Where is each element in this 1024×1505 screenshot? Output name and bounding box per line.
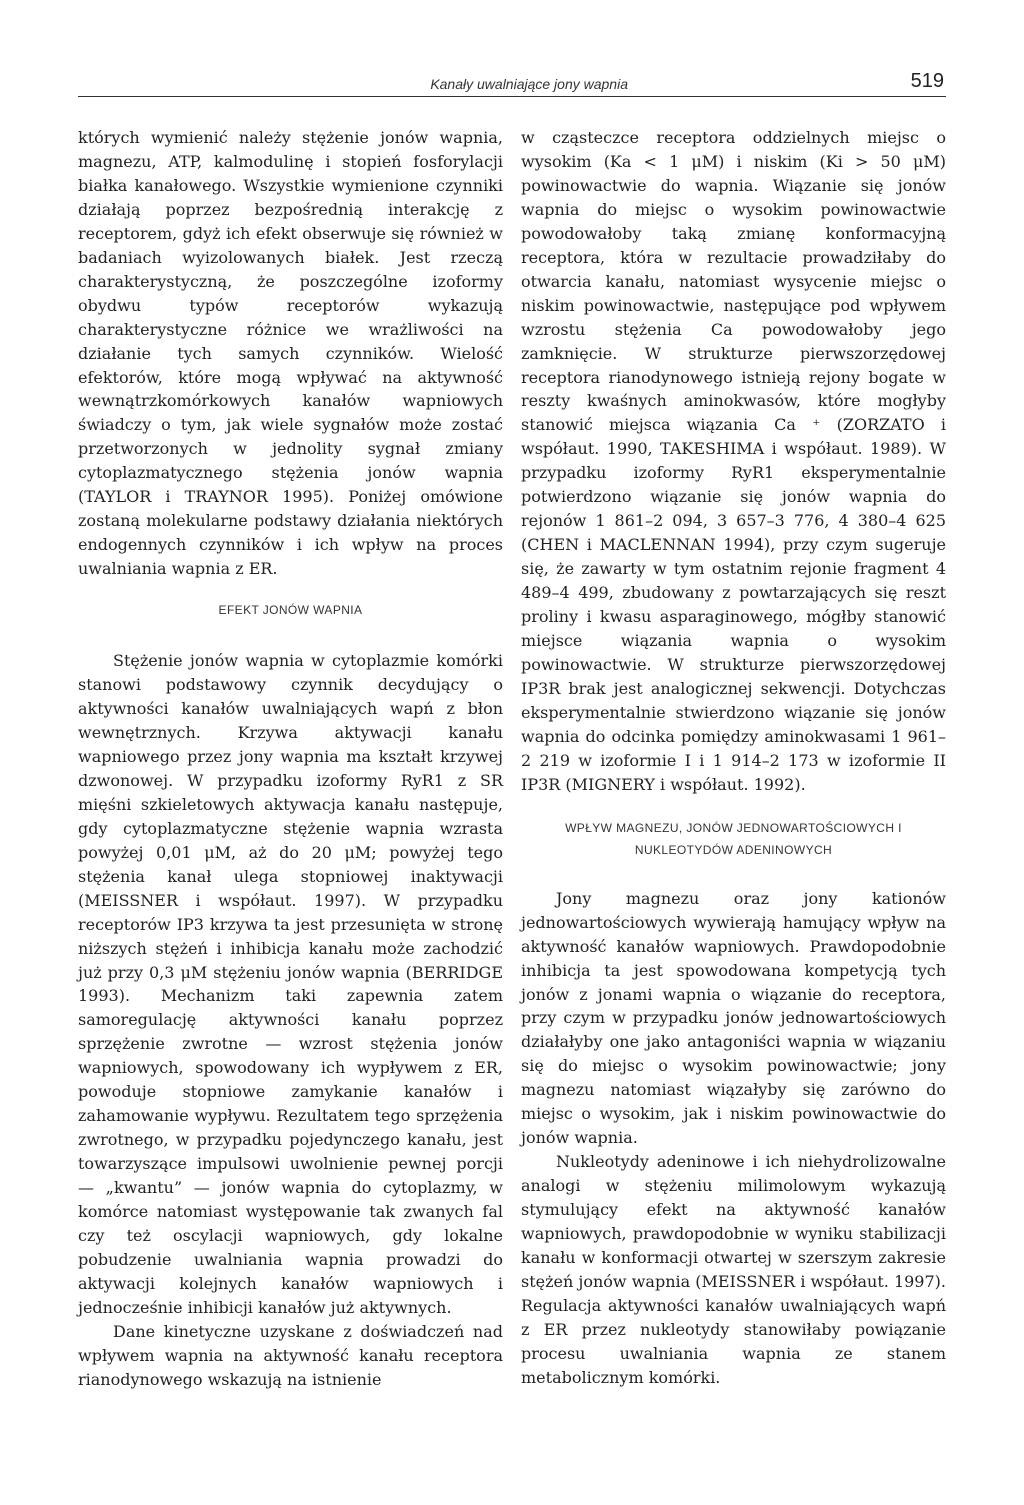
page-number: 519 — [910, 70, 944, 92]
right-column — [521, 126, 946, 1390]
running-head: Kanały uwalniające jony wapnia — [430, 76, 628, 92]
section-heading-line: WPŁYW MAGNEZU, JONÓW JEDNOWARTOŚCIOWYCH I — [565, 820, 902, 835]
paragraph: których wymienić należy stężenie jonów wapnia, magnezu, ATP, kalmodulinę i stopień fosforylacji białka kanałowego. Wszystkie wymienione czynniki działają poprzez bezpośrednią interakcję z receptorem, gdyż ich efekt obserwuje się również w badaniach wyizolowanych białek. Jest rzeczą charakterystyczną, że poszczególne izoformy obydwu typów receptorów wykazują charakterystyczne różnice we wrażliwości na działanie tych samych czynników. Wielość efektorów, które mogą wpływać na aktywność wewnątrzkomórkowych kanałów wapniowych świadczy o tym, jak wiele sygnałów może zostać przetworzonych w jednolity sygnał zmiany cytoplazmatycznego stężenia jonów wapnia (TAYLOR i TRAYNOR 1995). Poniżej omówione zostaną molekularne podstawy działania niektórych endogennych czynników i ich wpływ na proces uwalniania wapnia z ER. — [78, 128, 503, 579]
left-column — [78, 126, 503, 1392]
section-heading: EFEKT JONÓW WAPNIA — [218, 603, 363, 618]
section-heading-line: NUKLEOTYDÓW ADENINOWYCH — [634, 842, 833, 857]
paragraph: w cząsteczce receptora oddzielnych miejsc o wysokim (Ka < 1 μM) i niskim (Ki > 50 μM) powinowactwie do wapnia. Wiązanie się jonów wapnia do miejsc o wysokim powinowactwie powodowałoby taką zmianę konformacyjną receptora, która w rezultacie prowadziłaby do otwarcia kanału, natomiast wysycenie miejsc o niskim powinowactwie, następujące pod wpływem wzrostu stężenia Ca powodowałoby jego zamknięcie. W strukturze pierwszorzędowej receptora rianodynowego istnieją rejony bogate w reszty kwaśnych aminokwasów, które mogłyby stanowić miejsca wiązania Ca ⁺ (ZORZATO i współaut. 1990, TAKESHIMA i współaut. 1989). W przypadku izoformy RyR1 eksperymentalnie potwierdzono wiązanie się jonów wapnia do rejonów 1 861–2 094, 3 657–3 776, 4 380–4 625 (CHEN i MACLENNAN 1994), przy czym sugeruje się, że zawarty w tym ostatnim rejonie fragment 4 489–4 499, zbudowany z powtarzających się reszt proliny i kwasu asparaginowego, mógłby stanowić miejsce wiązania wapnia o wysokim powinowactwie. W strukturze pierwszorzędowej IP3R brak jest analogicznej sekwencji. Dotychczas eksperymentalnie stwierdzono wiązanie się jonów wapnia do odcinka pomiędzy aminokwasami 1 961–2 219 w izoformie I i 1 914–2 173 w izoformie II IP3R (MIGNERY i współaut. 1992). — [521, 128, 946, 794]
paragraph: Dane kinetyczne uzyskane z doświadczeń nad wpływem wapnia na aktywność kanału receptora rianodynowego wskazują na istnienie — [78, 1321, 503, 1389]
paragraph: Jony magnezu oraz jony kationów jednowartościowych wywierają hamujący wpływ na aktywność kanałów wapniowych. Prawdopodobnie inhibicja ta jest spowodowana kompetycją tych jonów z jonami wapnia o wiązanie do receptora, przy czym w przypadku jonów jednowartościowych działałyby one jako antagoniści wapnia w wiązaniu się do miejsc o wysokim powinowactwie; jony magnezu natomiast wiązałyby się zarówno do miejsc o wysokim, jak i niskim powinowactwie do jonów wapnia. — [521, 888, 946, 1148]
paragraph: Nukleotydy adeninowe i ich niehydrolizowalne analogi w stężeniu milimolowym wykazują stymulujący efekt na aktywność kanałów wapniowych, prawdopodobnie w wyniku stabilizacji kanału w konformacji otwartej w szerszym zakresie stężeń jonów wapnia (MEISSNER i współaut. 1997). Regulacja aktywności kanałów uwalniających wapń z ER przez nukleotydy stanowiłaby powiązanie procesu uwalniania wapnia ze stanem metabolicznym komórki. — [521, 1152, 946, 1387]
section-heading — [521, 817, 946, 861]
paragraph: Stężenie jonów wapnia w cytoplazmie komórki stanowi podstawowy czynnik decydujący o aktywności kanałów uwalniających wapń z błon wewnętrznych. Krzywa aktywacji kanału wapniowego przez jony wapnia ma kształt krzywej dzwonowej. W przypadku izoformy RyR1 z SR mięśni szkieletowych aktywacja kanału następuje, gdy cytoplazmatyczne stężenie wapnia wzrasta powyżej 0,01 μM, aż do 20 μM; powyżej tego stężenia kanał ulega stopniowej inaktywacji (MEISSNER i współaut. 1997). W przypadku receptorów IP3 krzywa ta jest przesunięta w stronę niższych stężeń i inhibicja kanału może zachodzić już przy 0,3 μM stężeniu jonów wapnia (BERRIDGE 1993). Mechanizm taki zapewnia zatem samoregulację aktywności kanału poprzez sprzężenie zwrotne — wzrost stężenia jonów wapniowych, spowodowany ich wypływem z ER, powoduje stopniowe zamykanie kanałów i zahamowanie wypływu. Rezultatem tego sprzężenia zwrotnego, w przypadku pojedynczego kanału, jest towarzyszące impulsowi uwolnienie pewnej porcji — „kwantu” — jonów wapnia do cytoplazmy, w komórce natomiast występowanie tak zwanych fal czy też oscylacji wapniowych, gdy lokalne pobudzenie uwalniania wapnia prowadzi do aktywacji kolejnych kanałów wapniowych i jednocześnie inhibicji kanałów już aktywnych. — [78, 651, 503, 1317]
page-header — [78, 72, 946, 97]
